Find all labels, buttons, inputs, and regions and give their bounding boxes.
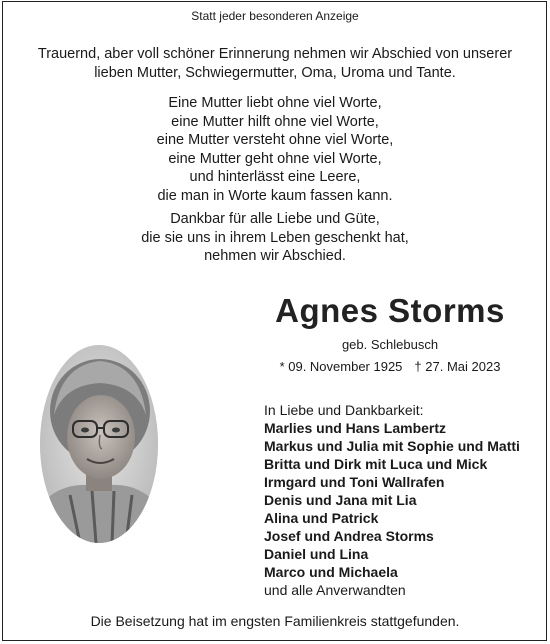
mourner-family: Marco und Michaela: [264, 564, 398, 580]
mourner-family: Britta und Dirk mit Luca und Mick: [264, 456, 488, 472]
mourner-family: Irmgard und Toni Wallrafen: [264, 474, 445, 490]
mourner-family: Alina und Patrick: [264, 510, 379, 526]
mourner-family: Markus und Julia mit Sophie und Matti: [264, 438, 520, 454]
intro-line: lieben Mutter, Schwiegermutter, Oma, Uroma und Tante.: [94, 65, 456, 81]
thanks-line: die sie uns in ihrem Leben geschenkt hat,: [141, 229, 409, 246]
portrait-photo: [40, 345, 158, 543]
poem-line: eine Mutter geht ohne viel Worte,: [168, 150, 382, 167]
mourner-family: Denis und Jana mit Lia: [264, 492, 417, 508]
mourner-family: Josef und Andrea Storms: [264, 528, 434, 544]
deceased-name: Agnes Storms: [275, 292, 505, 329]
maiden-name: geb. Schlebusch: [341, 337, 439, 352]
funeral-note: Die Beisetzung hat im engsten Familienkreis stattgefunden.: [90, 613, 460, 629]
life-dates: [240, 359, 540, 375]
mourners-list: [264, 401, 520, 599]
portrait-image: [40, 345, 158, 543]
birth-date: * 09. November 1925: [279, 359, 403, 374]
poem-line: Eine Mutter liebt ohne viel Worte,: [168, 95, 382, 111]
thanks-line: Dankbar für alle Liebe und Güte,: [170, 211, 380, 227]
intro-line: Trauernd, aber voll schöner Erinnerung nehmen wir Abschied von unserer: [37, 46, 513, 62]
thanks-text: [0, 210, 550, 266]
poem-line: eine Mutter versteht ohne viel Worte,: [156, 132, 394, 148]
death-date: † 27. Mai 2023: [414, 359, 501, 374]
mourners-closing: und alle Anverwandten: [264, 582, 406, 598]
thanks-line: nehmen wir Abschied.: [204, 248, 346, 264]
poem-line: und hinterlässt eine Leere,: [189, 169, 361, 185]
mourner-family: Daniel und Lina: [264, 546, 369, 562]
header-note: Statt jeder besonderen Anzeige: [191, 9, 359, 23]
mourners-intro: In Liebe und Dankbarkeit:: [264, 402, 424, 418]
intro-text: [0, 45, 550, 83]
poem-line: die man in Worte kaum fassen kann.: [157, 187, 393, 204]
mourner-family: Marlies und Hans Lambertz: [264, 420, 447, 436]
poem: [0, 94, 550, 205]
poem-line: eine Mutter hilft ohne viel Worte,: [171, 113, 379, 130]
